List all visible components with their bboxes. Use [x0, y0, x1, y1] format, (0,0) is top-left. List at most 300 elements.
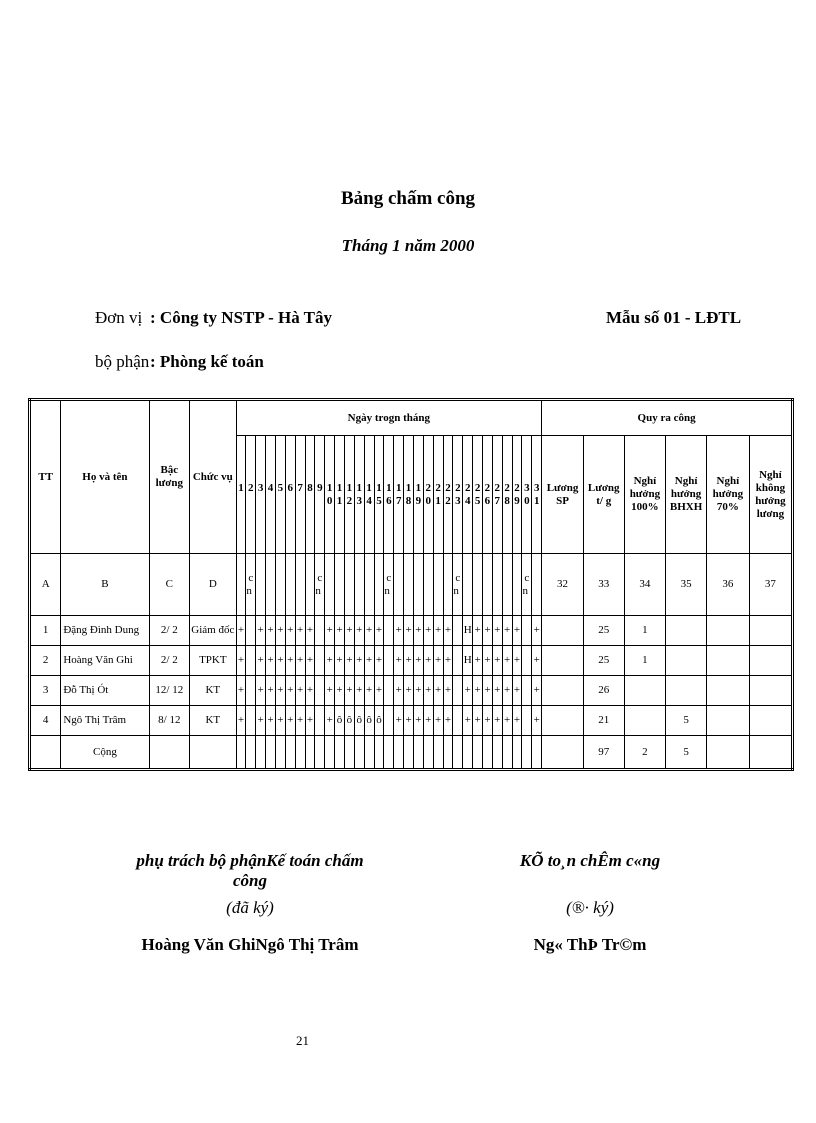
day-digit: 1 [336, 481, 343, 494]
attendance-mark: + [492, 646, 502, 676]
attendance-mark: + [354, 616, 364, 646]
cn-letter: c [317, 571, 323, 584]
total-day-cell [443, 736, 453, 770]
attendance-mark: + [483, 616, 493, 646]
row-chuc: Giám đốc [190, 616, 236, 646]
total-day-cell [285, 736, 295, 770]
cn-letter: c [386, 571, 392, 584]
attendance-mark [315, 706, 325, 736]
code-number: 32 [542, 554, 584, 616]
header-bac-luong: Bậc lương [149, 400, 190, 554]
day-digit: 7 [297, 481, 303, 494]
day-digit: 6 [484, 494, 491, 507]
day-digit: 2 [514, 481, 520, 494]
total-day-cell [325, 736, 335, 770]
attendance-mark: + [463, 706, 473, 736]
day-digit: 4 [267, 481, 274, 494]
header-day [344, 436, 354, 554]
total-day-cell [315, 736, 325, 770]
code-day-cell [364, 554, 374, 616]
header-quy-col: Nghỉ hưởng 70% [706, 436, 749, 554]
attendance-mark: + [532, 676, 542, 706]
code-day-cell [325, 554, 335, 616]
attendance-mark: + [344, 646, 354, 676]
header-day [433, 436, 443, 554]
header-day [335, 436, 345, 554]
left-signed-note: (đã ký) [226, 898, 274, 917]
day-digit: 2 [445, 481, 451, 494]
day-digit: 7 [395, 494, 402, 507]
total-day-cell [266, 736, 276, 770]
total-quy-value: 97 [583, 736, 624, 770]
attendance-mark: + [483, 706, 493, 736]
row-quy-value [706, 676, 749, 706]
attendance-mark: + [256, 646, 266, 676]
attendance-mark: + [404, 706, 414, 736]
attendance-mark: + [256, 616, 266, 646]
table-row [30, 616, 793, 646]
day-digit: 1 [395, 481, 402, 494]
row-tt: 4 [30, 706, 61, 736]
attendance-mark: + [305, 676, 315, 706]
attendance-mark: + [502, 676, 512, 706]
row-quy-value [706, 616, 749, 646]
code-day-cell [404, 554, 414, 616]
right-signature-name: Ng« ThÞ Tr©m [533, 935, 647, 954]
day-digit: 2 [248, 481, 254, 494]
total-row [30, 736, 793, 770]
total-quy-value [706, 736, 749, 770]
attendance-mark: + [295, 676, 305, 706]
total-day-cell [246, 736, 256, 770]
code-cell: A [30, 554, 61, 616]
header-day [463, 436, 473, 554]
table-row [30, 676, 793, 706]
attendance-mark: + [492, 676, 502, 706]
header-quy-col: Lương t/ g [583, 436, 624, 554]
header-day [522, 436, 532, 554]
header-day [305, 436, 315, 554]
header-day [364, 436, 374, 554]
attendance-mark: + [492, 616, 502, 646]
attendance-mark: + [275, 646, 285, 676]
attendance-mark: + [325, 706, 335, 736]
header-quy-col: Nghỉ hưởng BHXH [666, 436, 707, 554]
attendance-mark [453, 676, 463, 706]
attendance-mark: + [325, 676, 335, 706]
code-day-cell [473, 554, 483, 616]
attendance-mark: + [532, 706, 542, 736]
row-quy-value: 25 [583, 616, 624, 646]
form-number: Mẫu số 01 - LĐTL [606, 308, 742, 327]
don-vi-value: : Công ty NSTP - Hà Tây [150, 308, 332, 327]
attendance-mark: + [423, 676, 433, 706]
total-day-cell [354, 736, 364, 770]
day-digit: 1 [376, 481, 382, 494]
header-day [473, 436, 483, 554]
attendance-mark: + [364, 616, 374, 646]
attendance-mark: + [532, 646, 542, 676]
attendance-mark: ô [354, 706, 364, 736]
day-digit: 6 [386, 494, 392, 507]
attendance-mark: + [532, 616, 542, 646]
row-bac: 2/ 2 [149, 616, 190, 646]
attendance-mark [522, 616, 532, 646]
header-day [512, 436, 522, 554]
attendance-mark: + [443, 676, 453, 706]
attendance-mark: + [502, 616, 512, 646]
attendance-mark: + [305, 706, 315, 736]
bo-phan-value: : Phòng kế toán [150, 352, 264, 371]
attendance-mark: + [344, 616, 354, 646]
row-quy-value: 21 [583, 706, 624, 736]
code-day-cell [236, 554, 246, 616]
cn-letter: c [524, 571, 530, 584]
total-day-cell [433, 736, 443, 770]
row-bac: 2/ 2 [149, 646, 190, 676]
day-digit: 8 [405, 494, 412, 507]
header-day [315, 436, 325, 554]
attendance-mark: + [354, 646, 364, 676]
code-day-cell [423, 554, 433, 616]
attendance-mark: + [433, 706, 443, 736]
page-subtitle: Tháng 1 năm 2000 [341, 236, 475, 255]
code-day-cell [246, 554, 256, 616]
header-day [413, 436, 423, 554]
row-quy-value [749, 676, 792, 706]
attendance-mark: + [423, 706, 433, 736]
row-tt: 1 [30, 616, 61, 646]
day-digit: 4 [464, 494, 471, 507]
header-day [374, 436, 384, 554]
attendance-mark [384, 646, 394, 676]
day-digit [315, 495, 324, 508]
day-digit: 9 [317, 481, 323, 494]
code-day-cell [335, 554, 345, 616]
row-quy-value [706, 706, 749, 736]
header-day [246, 436, 256, 554]
page-title: Bảng chấm công [340, 188, 476, 209]
attendance-mark: + [433, 646, 443, 676]
row-quy-value [624, 706, 666, 736]
attendance-mark: + [266, 676, 276, 706]
attendance-mark: + [335, 646, 345, 676]
day-digit: 1 [533, 494, 540, 507]
total-chuc [190, 736, 236, 770]
attendance-mark [246, 646, 256, 676]
attendance-mark: + [354, 676, 364, 706]
attendance-mark: + [463, 676, 473, 706]
attendance-mark: + [256, 706, 266, 736]
code-day-cell [285, 554, 295, 616]
day-digit: 2 [425, 481, 432, 494]
row-quy-value [749, 706, 792, 736]
attendance-mark: + [404, 616, 414, 646]
code-day-cell [354, 554, 364, 616]
day-digit: 3 [533, 481, 540, 494]
row-quy-value [666, 616, 707, 646]
header-day [483, 436, 493, 554]
code-cell: D [190, 554, 236, 616]
cn-letter: n [384, 584, 390, 597]
day-digit: 5 [474, 494, 481, 507]
attendance-mark: + [285, 646, 295, 676]
table-row [30, 646, 793, 676]
day-digit [246, 495, 255, 508]
code-day-cell [433, 554, 443, 616]
day-digit [276, 495, 285, 508]
total-day-cell [404, 736, 414, 770]
total-day-cell [384, 736, 394, 770]
day-digit: 8 [307, 481, 313, 494]
attendance-mark [522, 676, 532, 706]
attendance-mark: + [295, 706, 305, 736]
attendance-mark: + [512, 706, 522, 736]
attendance-mark: + [374, 646, 384, 676]
total-quy-value: 5 [666, 736, 707, 770]
code-cell: C [149, 554, 190, 616]
day-digit: 1 [366, 481, 372, 494]
timesheet-table [28, 398, 794, 771]
header-day [443, 436, 453, 554]
code-number: 37 [749, 554, 792, 616]
code-day-cell [305, 554, 315, 616]
attendance-mark: ô [364, 706, 374, 736]
row-chuc: KT [190, 676, 236, 706]
day-digit: 0 [524, 494, 530, 507]
row-quy-value: 1 [624, 616, 666, 646]
attendance-mark [453, 706, 463, 736]
attendance-mark: + [512, 646, 522, 676]
attendance-mark: + [295, 646, 305, 676]
code-day-cell [394, 554, 404, 616]
row-bac: 12/ 12 [149, 676, 190, 706]
total-quy-value [542, 736, 584, 770]
attendance-mark: + [374, 676, 384, 706]
day-digit: 2 [494, 481, 501, 494]
attendance-mark: + [364, 646, 374, 676]
attendance-mark: ô [374, 706, 384, 736]
day-digit [286, 495, 295, 508]
attendance-mark: + [492, 706, 502, 736]
attendance-mark: H [463, 646, 473, 676]
total-day-cell [532, 736, 542, 770]
total-day-cell [423, 736, 433, 770]
attendance-mark: + [285, 706, 295, 736]
code-day-cell [512, 554, 522, 616]
code-day-cell [315, 554, 325, 616]
left-signature-names: Hoàng Văn GhiNgô Thị Trâm [141, 935, 359, 954]
attendance-mark: + [404, 646, 414, 676]
total-day-cell [364, 736, 374, 770]
attendance-mark: + [413, 616, 423, 646]
don-vi-label: Đơn vị [95, 308, 143, 327]
header-name: Họ và tên [61, 400, 149, 554]
attendance-mark: + [483, 676, 493, 706]
code-day-cell [256, 554, 266, 616]
attendance-mark: + [502, 706, 512, 736]
attendance-mark: + [473, 646, 483, 676]
day-digit: 3 [356, 494, 362, 507]
total-day-cell [413, 736, 423, 770]
total-day-cell [502, 736, 512, 770]
attendance-mark [522, 706, 532, 736]
code-day-cell [522, 554, 532, 616]
day-digit: 2 [464, 481, 471, 494]
day-digit: 1 [336, 494, 343, 507]
total-day-cell [522, 736, 532, 770]
attendance-mark: + [502, 646, 512, 676]
day-digit: 3 [524, 481, 530, 494]
attendance-mark: + [433, 676, 443, 706]
header-day [285, 436, 295, 554]
header-day [423, 436, 433, 554]
day-digit: 3 [257, 481, 264, 494]
day-digit: 2 [474, 481, 481, 494]
code-day-cell [275, 554, 285, 616]
bo-phan-label: bộ phận [95, 352, 150, 371]
total-day-cell [492, 736, 502, 770]
attendance-mark: + [364, 676, 374, 706]
row-name: Ngô Thị Trâm [61, 706, 149, 736]
code-number: 36 [706, 554, 749, 616]
attendance-mark: + [295, 616, 305, 646]
attendance-mark: + [285, 616, 295, 646]
header-day [502, 436, 512, 554]
day-digit: 1 [356, 481, 362, 494]
cn-letter: n [522, 584, 528, 597]
code-day-cell [384, 554, 394, 616]
header-day [236, 436, 246, 554]
attendance-mark [246, 676, 256, 706]
total-day-cell [463, 736, 473, 770]
attendance-mark: + [394, 676, 404, 706]
attendance-mark: + [305, 616, 315, 646]
row-quy-value [666, 646, 707, 676]
attendance-mark [384, 706, 394, 736]
attendance-mark: + [266, 616, 276, 646]
attendance-mark: + [433, 616, 443, 646]
total-day-cell [275, 736, 285, 770]
total-day-cell [473, 736, 483, 770]
attendance-mark [315, 616, 325, 646]
attendance-mark: + [344, 676, 354, 706]
total-day-cell [512, 736, 522, 770]
row-name: Đặng Đình Dung [61, 616, 149, 646]
day-digit [306, 495, 315, 508]
header-chuc-vu: Chức vụ [190, 400, 236, 554]
attendance-mark: + [236, 706, 246, 736]
attendance-mark [384, 676, 394, 706]
attendance-mark: + [275, 616, 285, 646]
attendance-mark: + [275, 676, 285, 706]
attendance-mark: + [285, 676, 295, 706]
day-digit: 2 [445, 494, 451, 507]
attendance-mark [315, 646, 325, 676]
attendance-mark: + [266, 706, 276, 736]
header-quy-col: Lương SP [542, 436, 584, 554]
attendance-mark: H [463, 616, 473, 646]
header-day [354, 436, 364, 554]
code-cell: B [61, 554, 149, 616]
total-day-cell [236, 736, 246, 770]
attendance-mark: ô [344, 706, 354, 736]
total-day-cell [344, 736, 354, 770]
total-quy-value: 2 [624, 736, 666, 770]
attendance-mark: + [413, 706, 423, 736]
row-quy-value [624, 676, 666, 706]
row-quy-value: 5 [666, 706, 707, 736]
attendance-mark: + [473, 616, 483, 646]
header-quy-col: Nghỉ không hưởng lương [749, 436, 792, 554]
total-day-cell [295, 736, 305, 770]
code-day-cell [532, 554, 542, 616]
day-digit: 2 [484, 481, 491, 494]
header-day [404, 436, 414, 554]
attendance-mark: + [325, 646, 335, 676]
cn-letter: n [246, 584, 252, 597]
attendance-mark: + [483, 646, 493, 676]
code-day-cell [266, 554, 276, 616]
attendance-mark: + [394, 616, 404, 646]
total-day-cell [335, 736, 345, 770]
attendance-mark: + [413, 646, 423, 676]
header-day [453, 436, 463, 554]
total-day-cell [305, 736, 315, 770]
attendance-mark: + [325, 616, 335, 646]
total-label: Cộng [61, 736, 149, 770]
day-digit: 1 [326, 481, 333, 494]
day-digit: 4 [366, 494, 372, 507]
attendance-mark: + [236, 646, 246, 676]
left-signature-title: phụ trách bộ phậnKế toán chấm công [136, 851, 364, 890]
row-chuc: KT [190, 706, 236, 736]
day-digit: 8 [504, 494, 510, 507]
code-day-cell [295, 554, 305, 616]
attendance-mark: + [256, 676, 266, 706]
day-digit [266, 495, 275, 508]
attendance-mark: + [275, 706, 285, 736]
row-name: Hoàng Văn Ghi [61, 646, 149, 676]
attendance-mark: + [305, 646, 315, 676]
total-day-cell [374, 736, 384, 770]
code-day-cell [413, 554, 423, 616]
attendance-mark [453, 616, 463, 646]
attendance-mark: + [394, 646, 404, 676]
day-digit [256, 495, 265, 508]
day-digit: 0 [425, 494, 432, 507]
attendance-mark [246, 616, 256, 646]
day-digit: 2 [435, 481, 441, 494]
day-digit: 2 [504, 481, 510, 494]
row-tt: 2 [30, 646, 61, 676]
attendance-mark [384, 616, 394, 646]
row-quy-value [749, 616, 792, 646]
total-day-cell [394, 736, 404, 770]
cn-letter: n [453, 584, 459, 597]
day-digit: 1 [415, 481, 422, 494]
total-tt [30, 736, 61, 770]
attendance-mark: + [512, 676, 522, 706]
row-tt: 3 [30, 676, 61, 706]
row-name: Đỗ Thị Ót [61, 676, 149, 706]
attendance-mark: + [404, 676, 414, 706]
day-digit: 6 [287, 481, 293, 494]
header-day [266, 436, 276, 554]
code-day-cell [374, 554, 384, 616]
attendance-mark: ô [335, 706, 345, 736]
total-bac [149, 736, 190, 770]
